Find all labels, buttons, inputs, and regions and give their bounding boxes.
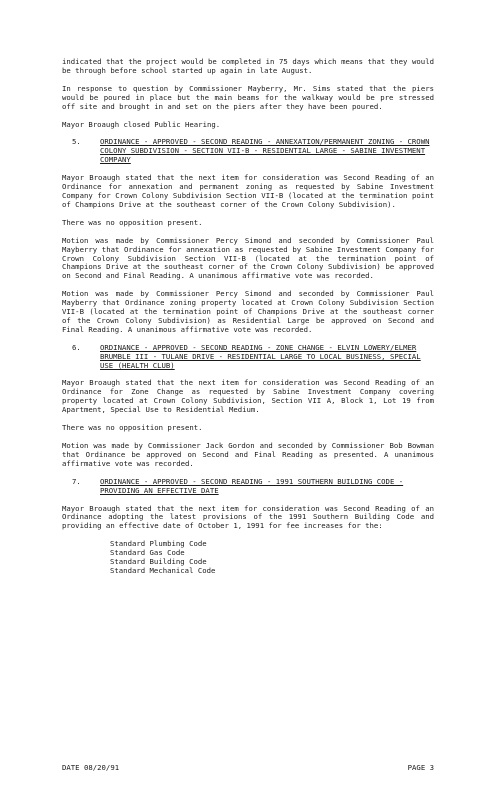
footer-page-number: PAGE 3 <box>407 763 434 772</box>
item-number: 5. <box>72 137 81 147</box>
list-item: Standard Mechanical Code <box>110 565 216 575</box>
paragraph: Mayor Broaugh stated that the next item for consideration was Second Reading of an Ordinance for Zone Change as requested by Sabine Investment Company covering property located at Crown Colony Subdivision, Section VII A, Block 1, Lot 19 from Apartment, Special Use to Residential Medium. <box>62 378 434 415</box>
code-list <box>110 540 434 576</box>
paragraph: Motion was made by Commissioner Jack Gordon and seconded by Commissioner Bob Bowman that Ordinance be approved on Second and Final Reading as presented. A unanimous affirmative vote was recorded. <box>62 441 434 468</box>
paragraph: Mayor Broaugh closed Public Hearing. <box>62 119 221 129</box>
paragraph: indicated that the project would be completed in 75 days which means that they would be through before school started up again in late August. <box>62 57 434 75</box>
agenda-item-6 <box>62 344 434 371</box>
agenda-item-7 <box>62 478 434 496</box>
item-heading: ORDINANCE - APPROVED - SECOND READING - ZONE CHANGE - ELVIN LOWERY/ELMER BRUMBLE III - TULANE DRIVE - RESIDENTIAL LARGE TO LOCAL BUSINESS, SPECIAL USE (HEALTH CLUB) <box>100 342 421 370</box>
paragraph: Motion was made by Commissioner Percy Simond and seconded by Commissioner Paul Mayberry that Ordinance for annexation as requested by Sabine Investment Company for Crown Colony Subdivision Section VII-B (located at the termination point of Champions Drive at the southeast corner of the Crown Colony Subdivision) be approved on Second and Final Reading. A unanimous affirmative vote was recorded. <box>62 235 434 281</box>
paragraph: Mayor Broaugh stated that the next item for consideration was Second Reading of an Ordinance for annexation and permanent zoning as requested by Sabine Investment Company for Crown Colony Subdivision Section VII-B (located at the termination point of Champions Drive at the southeast corner of the Crown Colony Subdivision). <box>62 173 434 209</box>
document-page <box>62 58 434 576</box>
paragraph: Motion was made by Commissioner Percy Simond and seconded by Commissioner Paul Mayberry that Ordinance zoning property located at Crown Colony Subdivision Section VII-B (located at the termination point of Champions Drive at the southeast corner of the Crown Colony Subdivision) as Residential Large be approved on Second and Final Reading. A unanimous affirmative vote was recorded. <box>62 289 434 334</box>
list-item: Standard Plumbing Code <box>110 539 207 549</box>
item-number: 6. <box>72 342 81 352</box>
agenda-item-5 <box>62 138 434 165</box>
list-item: Standard Building Code <box>110 557 207 567</box>
paragraph: There was no opposition present. <box>62 423 203 433</box>
list-item: Standard Gas Code <box>110 548 185 558</box>
item-number: 7. <box>72 476 81 486</box>
paragraph: Mayor Broaugh stated that the next item for consideration was Second Reading of an Ordinance adopting the latest provisions of the 1991 Southern Building Code and providing an effective date of October 1, 1991 for fee increases for the: <box>62 503 434 531</box>
item-heading: ORDINANCE - APPROVED - SECOND READING - ANNEXATION/PERMANENT ZONING - CROWN COLONY SUBDIVISION - SECTION VII-B - RESIDENTIAL LARGE - SABINE INVESTMENT COMPANY <box>100 137 430 165</box>
paragraph: There was no opposition present. <box>62 217 203 227</box>
page-footer <box>62 764 434 773</box>
paragraph: In response to question by Commissioner Mayberry, Mr. Sims stated that the piers would be poured in place but the main beams for the walkway would be pre stressed off site and brought in and set on the piers after they have been poured. <box>62 83 434 111</box>
footer-date: DATE 08/20/91 <box>62 763 120 772</box>
item-heading: ORDINANCE - APPROVED - SECOND READING - 1991 SOUTHERN BUILDING CODE - PROVIDING AN EFFECTIVE DATE <box>100 476 404 495</box>
